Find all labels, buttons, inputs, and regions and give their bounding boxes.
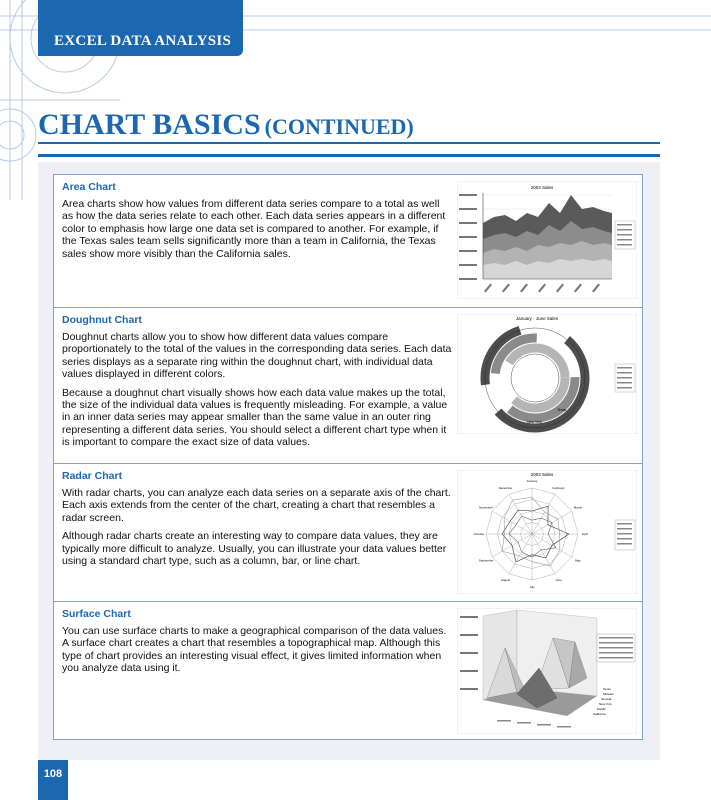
- section-paragraph: Because a doughnut chart visually shows how each data value makes up the total, the size of the individual data values is frequently misleading. For example, a value in an inner data series may appear smaller than the same value in an outer ring representing a different data series. You should select a different chart type when it is important to compare the exact size of data values.: [62, 386, 448, 449]
- section-paragraph: With radar charts, you can analyze each data series on a separate axis of the chart. Each axis extends from the center of the chart, creating a chart that resembles a radar screen.: [62, 487, 451, 524]
- radar-chart-figure: [457, 470, 637, 594]
- page-number: 108: [38, 760, 68, 800]
- doughnut-label-texas: Texas: [557, 408, 567, 412]
- radar-axis-label: February: [552, 486, 565, 491]
- surface-label-mideast: Mideast: [603, 692, 614, 696]
- section-heading: Area Chart: [62, 181, 116, 193]
- section-paragraph: You can use surface charts to make a geographical comparison of the data values. A surface chart creates a chart that resembles a topographical map. Although this type of chart provides an interesting visual effect, it gives limited information when you analyze data using it.: [62, 625, 447, 675]
- surface-label-nevada: Nevada: [601, 697, 612, 701]
- section-paragraph: Area charts show how values from different data series compare to a total as well as how the data series relate to each other. Each data series appears in a different color to emphasis how large one data set is compared to another. For example, if the Texas sales team sells significantly more than a team in California, the Texas sales show more visibly than the California sales.: [62, 198, 446, 260]
- section-paragraph: Doughnut charts allow you to show how different data values compare proportionately to the total of the values in the corresponding data series. Each data series displays as a separate ring within the doughnut chart, with individual data values displayed in different colors.: [62, 331, 452, 381]
- radar-axis-label: March: [573, 505, 583, 510]
- radar-axis-label: January: [526, 479, 538, 483]
- radar-axis-label: July: [529, 585, 535, 589]
- page-title-main: CHART BASICS: [38, 108, 261, 141]
- radar-axis-label: December: [498, 486, 513, 491]
- radar-axis-label: April: [581, 532, 589, 536]
- surface-label-california: California: [593, 712, 606, 716]
- section-doughnut-chart: [54, 308, 642, 464]
- section-heading: Radar Chart: [62, 470, 123, 482]
- section-paragraph: Although radar charts create an interesting way to compare data values, they are typically more difficult to analyze. Usually, you can illustrate your data values better using a standard chart type, such as a column, bar, or line chart.: [62, 530, 447, 568]
- doughnut-label-newyork: New York: [527, 420, 542, 424]
- chapter-tab: [38, 0, 243, 56]
- title-rule-thick: [38, 154, 660, 157]
- radar-axis-label: June: [555, 577, 562, 582]
- radar-axis-label: October: [473, 532, 485, 536]
- page-title: [38, 108, 414, 142]
- chart-types-table: [53, 174, 643, 740]
- doughnut-chart-title: January - June Sales: [515, 316, 559, 321]
- surface-label-texas: Texas: [603, 687, 611, 691]
- section-heading: Surface Chart: [62, 608, 131, 620]
- section-radar-chart: [54, 464, 642, 602]
- section-area-chart: [54, 175, 642, 308]
- surface-label-newyork: New York: [599, 702, 612, 706]
- section-heading: Doughnut Chart: [62, 314, 142, 326]
- chapter-tab-label: EXCEL DATA ANALYSIS: [54, 33, 232, 49]
- radar-axis-label: May: [575, 558, 581, 563]
- radar-axis-label: November: [479, 505, 494, 510]
- area-chart-figure: [457, 181, 637, 299]
- radar-axis-label: August: [500, 577, 511, 582]
- section-surface-chart: [54, 602, 642, 739]
- title-rule: [38, 142, 660, 144]
- area-chart-title: 2003 Sales: [530, 185, 554, 190]
- page-title-sub: (CONTINUED): [264, 114, 414, 139]
- radar-axis-label: September: [478, 558, 494, 563]
- radar-chart-title: 2003 Sales: [530, 472, 554, 477]
- surface-chart-figure: [457, 608, 637, 734]
- doughnut-chart-figure: [457, 314, 637, 434]
- surface-label-pacific: Pacific: [597, 707, 606, 711]
